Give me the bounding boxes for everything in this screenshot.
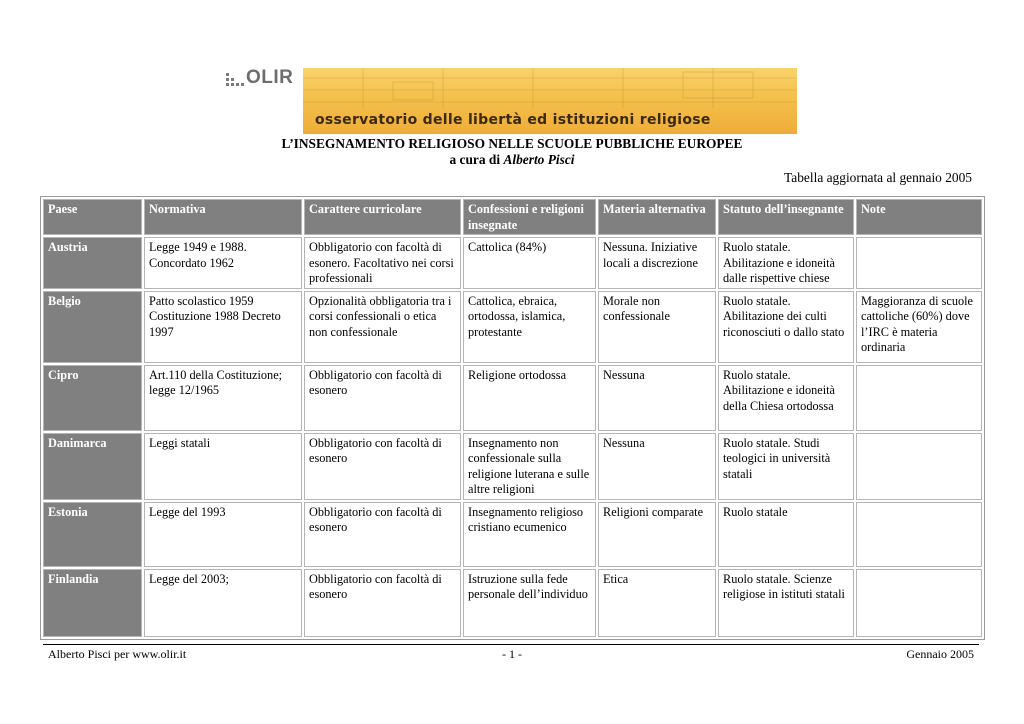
table-cell: Leggi statali [144,433,302,500]
banner-text: osservatorio delle libertà ed istituzioni religiose [315,112,711,128]
table-cell: Obbligatorio con facoltà di esonero [304,433,461,500]
column-header: Paese [43,199,142,235]
table-cell: Ruolo statale. Abilitazione e idoneità dalle rispettive chiese [718,237,854,289]
table-cell: Obbligatorio con facoltà di esonero [304,569,461,637]
footer-divider [43,644,979,645]
table-cell: Cattolica (84%) [463,237,596,289]
country-cell: Cipro [43,365,142,431]
column-header: Confessioni e religioni insegnate [463,199,596,235]
table-cell: Etica [598,569,716,637]
table-cell [856,502,982,567]
observatory-banner [303,68,797,134]
table-cell: Morale non confessionale [598,291,716,363]
country-cell: Belgio [43,291,142,363]
table-cell: Obbligatorio con facoltà di esonero [304,365,461,431]
table-cell: Insegnamento religioso cristiano ecumenico [463,502,596,567]
table-row [43,433,982,500]
table-cell: Ruolo statale [718,502,854,567]
footer-date: Gennaio 2005 [906,647,974,661]
table-cell: Religioni comparate [598,502,716,567]
table-cell: Legge del 2003; [144,569,302,637]
table-cell: Insegnamento non confessionale sulla religione luterana e sulle altre religioni [463,433,596,500]
country-cell: Austria [43,237,142,289]
table-cell [856,365,982,431]
table-cell: Legge del 1993 [144,502,302,567]
column-header: Note [856,199,982,235]
country-cell: Finlandia [43,569,142,637]
table-cell: Ruolo statale. Abilitazione e idoneità della Chiesa ortodossa [718,365,854,431]
table-cell: Opzionalità obbligatoria tra i corsi confessionali o etica non confessionale [304,291,461,363]
table-cell: Maggioranza di scuole cattoliche (60%) dove l’IRC è materia ordinaria [856,291,982,363]
table-cell: Ruolo statale. Abilitazione dei culti riconosciuti o dallo stato [718,291,854,363]
table-cell: Art.110 della Costituzione; legge 12/1965 [144,365,302,431]
country-cell: Danimarca [43,433,142,500]
table-cell [856,433,982,500]
table-cell: Obbligatorio con facoltà di esonero. Facoltativo nei corsi professionali [304,237,461,289]
update-note: Tabella aggiornata al gennaio 2005 [784,170,972,185]
logo-text: OLIR [246,67,294,88]
page-title: L’INSEGNAMENTO RELIGIOSO NELLE SCUOLE PUBBLICHE EUROPEE [281,136,743,151]
table-cell: Nessuna. Iniziative locali a discrezione [598,237,716,289]
column-header: Statuto dell’insegnante [718,199,854,235]
table-cell: Patto scolastico 1959 Costituzione 1988 Decreto 1997 [144,291,302,363]
table-cell: Legge 1949 e 1988. Concordato 1962 [144,237,302,289]
comparison-table [40,196,985,640]
table-cell: Religione ortodossa [463,365,596,431]
page-subtitle [0,152,1024,168]
footer-author: Alberto Pisci per www.olir.it [48,647,187,661]
column-header: Materia alternativa [598,199,716,235]
table-cell: Ruolo statale. Scienze religiose in istituti statali [718,569,854,637]
country-cell: Estonia [43,502,142,567]
column-header: Normativa [144,199,302,235]
table-cell [856,237,982,289]
table-header-row [43,199,982,235]
table-cell: Ruolo statale. Studi teologici in università statali [718,433,854,500]
table-row [43,291,982,363]
table-cell: Nessuna [598,365,716,431]
page-number: - 1 - [502,647,522,661]
author-name: Alberto Pisci [503,152,575,167]
table-row [43,569,982,637]
table-cell: Obbligatorio con facoltà di esonero [304,502,461,567]
table-row [43,237,982,289]
column-header: Carattere curricolare [304,199,461,235]
subtitle-prefix: a cura di [449,152,501,167]
table-cell [856,569,982,637]
table-row [43,502,982,567]
table-cell: Nessuna [598,433,716,500]
table-cell: Cattolica, ebraica, ortodossa, islamica, protestante [463,291,596,363]
table-cell: Istruzione sulla fede personale dell’individuo [463,569,596,637]
table-row [43,365,982,431]
olir-logo [226,67,294,89]
